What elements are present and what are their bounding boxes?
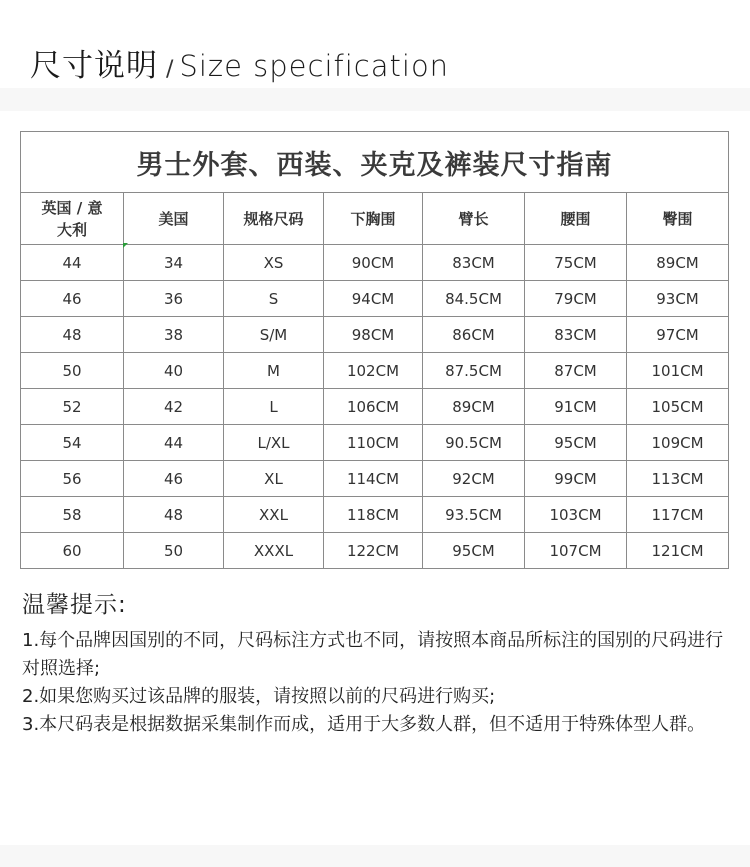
- table-cell: 79CM: [525, 281, 627, 317]
- table-cell: 121CM: [627, 533, 729, 569]
- table-row: [21, 389, 729, 425]
- tips-list: [22, 627, 734, 739]
- table-cell: M: [224, 353, 324, 389]
- size-table: [20, 131, 729, 569]
- table-cell: 46: [21, 281, 124, 317]
- table-cell: 50: [21, 353, 124, 389]
- table-cell: 56: [21, 461, 124, 497]
- table-cell: 109CM: [627, 425, 729, 461]
- table-cell: 122CM: [324, 533, 423, 569]
- column-size-header: 规格尺码: [224, 193, 324, 245]
- table-cell: 93.5CM: [423, 497, 525, 533]
- table-cell: 95CM: [423, 533, 525, 569]
- table-cell: 86CM: [423, 317, 525, 353]
- table-cell: S: [224, 281, 324, 317]
- table-cell: 46: [124, 461, 224, 497]
- table-cell: 97CM: [627, 317, 729, 353]
- table-cell: 114CM: [324, 461, 423, 497]
- title-separator: /: [166, 57, 174, 82]
- table-cell: 94CM: [324, 281, 423, 317]
- table-cell: 87.5CM: [423, 353, 525, 389]
- table-cell: 118CM: [324, 497, 423, 533]
- tip-item: 3.本尺码表是根据数据采集制作而成，适用于大多数人群，但不适用于特殊体型人群。: [22, 714, 706, 735]
- footer-band: [0, 845, 750, 867]
- table-cell: 91CM: [525, 389, 627, 425]
- title-chinese: 尺寸说明: [30, 48, 158, 84]
- column-arm-header: 臂长: [423, 193, 525, 245]
- table-cell: 44: [21, 245, 124, 281]
- table-row: [21, 353, 729, 389]
- table-cell: 42: [124, 389, 224, 425]
- tip-item: 2.如果您购买过该品牌的服装，请按照以前的尺码进行购买;: [22, 686, 496, 707]
- table-cell: 52: [21, 389, 124, 425]
- column-chest-header: 下胸围: [324, 193, 423, 245]
- table-cell: 113CM: [627, 461, 729, 497]
- table-cell: 102CM: [324, 353, 423, 389]
- column-us-header: 美国: [124, 193, 224, 245]
- table-cell: 92CM: [423, 461, 525, 497]
- table-cell: 90.5CM: [423, 425, 525, 461]
- table-cell: 36: [124, 281, 224, 317]
- table-row: [21, 281, 729, 317]
- table-cell: 83CM: [525, 317, 627, 353]
- table-cell: 83CM: [423, 245, 525, 281]
- header-divider-band: [0, 88, 750, 111]
- table-cell: 106CM: [324, 389, 423, 425]
- title-english: Size specification: [179, 49, 450, 83]
- table-body: [21, 245, 729, 569]
- table-row: [21, 533, 729, 569]
- table-cell: XXL: [224, 497, 324, 533]
- table-row: [21, 461, 729, 497]
- table-cell: 90CM: [324, 245, 423, 281]
- table-cell: 107CM: [525, 533, 627, 569]
- table-cell: 50: [124, 533, 224, 569]
- table-cell: L: [224, 389, 324, 425]
- table-cell: S/M: [224, 317, 324, 353]
- table-cell: 101CM: [627, 353, 729, 389]
- table-cell: 89CM: [627, 245, 729, 281]
- table-cell: 87CM: [525, 353, 627, 389]
- column-uk-italy-header: 英国 / 意大利: [21, 193, 124, 245]
- table-cell: 95CM: [525, 425, 627, 461]
- column-waist-header: 腰围: [525, 193, 627, 245]
- page-title: [30, 40, 449, 85]
- table-cell: L/XL: [224, 425, 324, 461]
- table-cell: 93CM: [627, 281, 729, 317]
- table-cell: XXXL: [224, 533, 324, 569]
- size-table-container: [20, 131, 728, 569]
- table-cell: 48: [21, 317, 124, 353]
- table-cell: 48: [124, 497, 224, 533]
- table-cell: 117CM: [627, 497, 729, 533]
- table-cell: 110CM: [324, 425, 423, 461]
- table-row: [21, 425, 729, 461]
- table-cell: 103CM: [525, 497, 627, 533]
- table-cell: XL: [224, 461, 324, 497]
- table-cell: 40: [124, 353, 224, 389]
- table-cell: 84.5CM: [423, 281, 525, 317]
- tips-title: 温馨提示:: [22, 592, 127, 618]
- table-cell: 75CM: [525, 245, 627, 281]
- table-cell: 98CM: [324, 317, 423, 353]
- column-hip-header: 臀围: [627, 193, 729, 245]
- table-cell: 60: [21, 533, 124, 569]
- page-header: [0, 0, 750, 88]
- table-header-row: [21, 193, 729, 245]
- table-cell: XS: [224, 245, 324, 281]
- table-cell: 44: [124, 425, 224, 461]
- table-cell: 58: [21, 497, 124, 533]
- table-cell: 105CM: [627, 389, 729, 425]
- table-row: [21, 317, 729, 353]
- table-cell: 54: [21, 425, 124, 461]
- tip-item: 1.每个品牌因国别的不同，尺码标注方式也不同，请按照本商品所标注的国别的尺码进行对照选择;: [22, 630, 724, 679]
- table-cell: 89CM: [423, 389, 525, 425]
- table-title: 男士外套、西装、夹克及裤装尺寸指南: [21, 132, 729, 193]
- table-cell: 34: [124, 245, 224, 281]
- table-cell: 38: [124, 317, 224, 353]
- cell-corner-marker: [123, 243, 128, 248]
- table-row: [21, 497, 729, 533]
- table-row: [21, 245, 729, 281]
- table-cell: 99CM: [525, 461, 627, 497]
